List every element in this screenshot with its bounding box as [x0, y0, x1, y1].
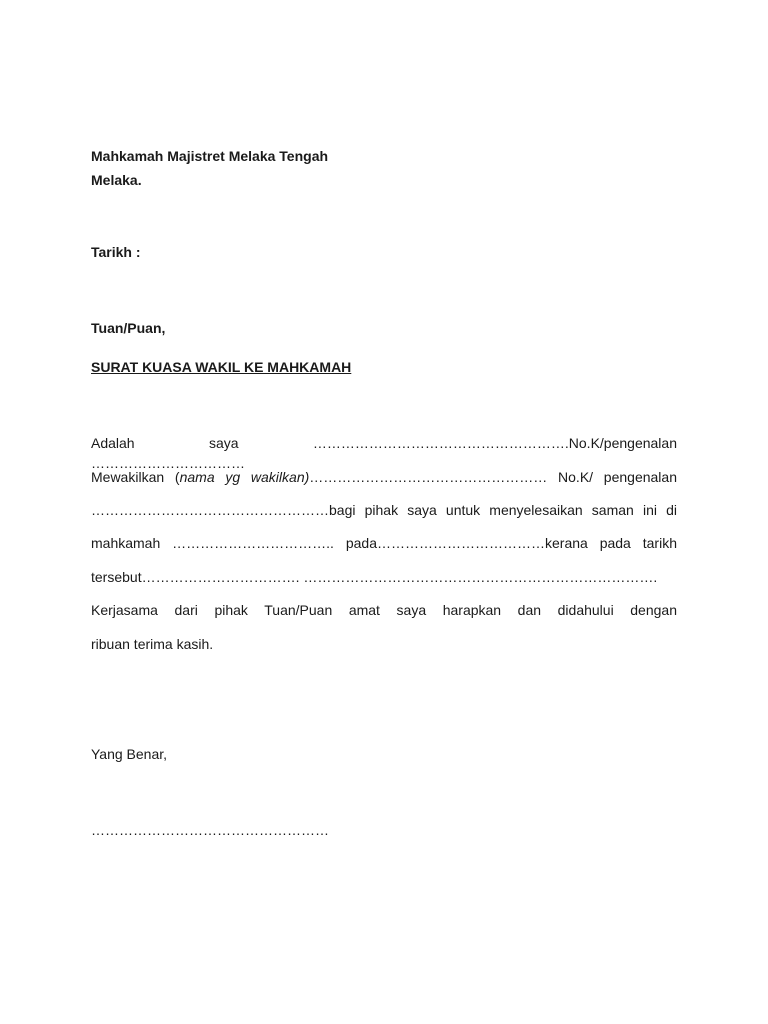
body-line-3: ……………………………………………bagi pihak saya untuk menyelesaikan saman ini di [91, 502, 677, 518]
body-line-1: Adalah saya ……………………………………………….No.K/pengenalan …………………………… [91, 435, 677, 471]
body-line-5: tersebut……………………………. …………………………………………………………………. [91, 569, 658, 585]
representative-name-hint: nama yg wakilkan) [179, 469, 310, 485]
signature-line: …………………………………………… [91, 822, 329, 838]
court-state: Melaka. [91, 172, 142, 188]
date-label: Tarikh : [91, 244, 141, 260]
salutation: Tuan/Puan, [91, 320, 166, 336]
closing: Yang Benar, [91, 746, 168, 762]
body-line-6: Kerjasama dari pihak Tuan/Puan amat saya harapkan dan didahului dengan [91, 602, 677, 618]
body-line-2 [91, 467, 677, 487]
body-line-2-start: Mewakilkan ( [91, 469, 180, 485]
body-line-4: mahkamah …………………………….. pada………………………………kerana pada tarikh [91, 535, 677, 551]
body-line-2-end: …………………………………………… No.K/ pengenalan [309, 469, 677, 485]
court-name: Mahkamah Majistret Melaka Tengah [91, 148, 329, 164]
subject-heading: SURAT KUASA WAKIL KE MAHKAMAH [91, 359, 352, 375]
body-line-7: ribuan terima kasih. [91, 636, 214, 652]
